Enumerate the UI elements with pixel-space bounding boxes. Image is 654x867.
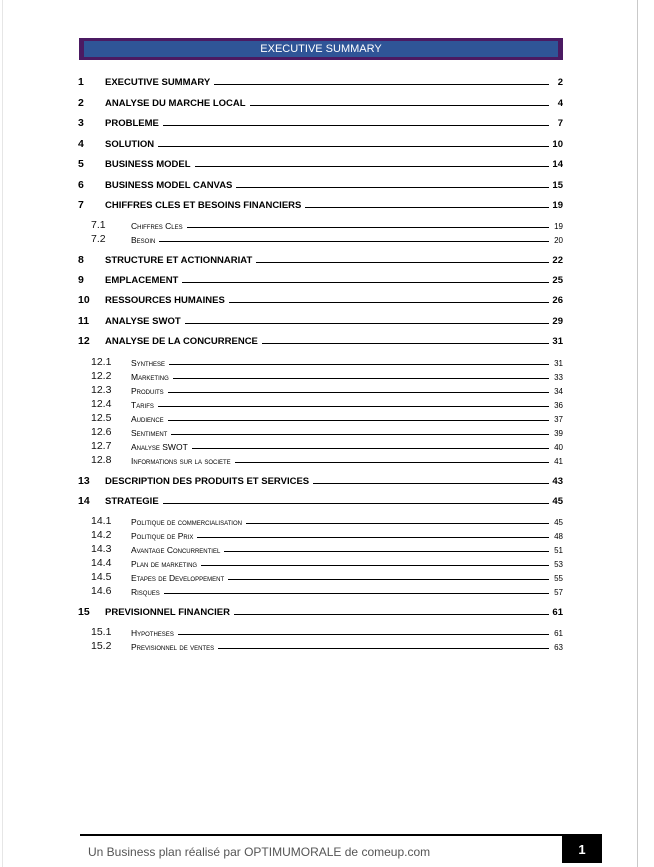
toc-entry[interactable] <box>78 217 563 231</box>
toc-leader-line <box>201 564 549 566</box>
toc-entry-page: 2 <box>557 77 563 88</box>
toc-leader-line <box>173 377 549 379</box>
toc-entry[interactable] <box>78 493 563 507</box>
toc-leader-line <box>235 461 549 463</box>
toc-entry-number: 12.3 <box>91 384 112 396</box>
toc-leader-line <box>164 592 549 594</box>
toc-entry-title: Sentiment <box>131 428 168 438</box>
section-header <box>79 38 563 60</box>
toc-entry-number: 12.8 <box>91 454 112 466</box>
toc-entry-page: 57 <box>554 588 563 597</box>
toc-entry-title: DESCRIPTION DES PRODUITS ET SERVICES <box>105 476 310 487</box>
toc-entry-title: STRUCTURE ET ACTIONNARIAT <box>105 255 253 266</box>
toc-entry[interactable] <box>78 136 563 150</box>
toc-entry[interactable] <box>78 252 563 266</box>
toc-entry-title: Produits <box>131 386 164 396</box>
toc-entry-title: EMPLACEMENT <box>105 275 179 286</box>
toc-entry[interactable] <box>78 583 563 597</box>
page-number: 1 <box>578 842 586 857</box>
toc-entry[interactable] <box>78 513 563 527</box>
toc-leader-line <box>229 301 549 303</box>
toc-entry[interactable] <box>78 604 563 618</box>
toc-leader-line <box>168 419 549 421</box>
toc-leader-line <box>158 405 549 407</box>
toc-leader-line <box>163 502 549 504</box>
toc-entry-number: 12.1 <box>91 356 112 368</box>
toc-entry-title: Risques <box>131 587 160 597</box>
toc-entry-page: 55 <box>554 574 563 583</box>
toc-entry-page: 20 <box>554 236 563 245</box>
toc-entry-title: Informations sur la societe <box>131 456 231 466</box>
toc-entry[interactable] <box>78 156 563 170</box>
toc-leader-line <box>158 145 549 147</box>
toc-entry-title: Etapes de Developpement <box>131 573 225 583</box>
toc-leader-line <box>187 226 549 228</box>
toc-entry-page: 19 <box>554 222 563 231</box>
toc-entry[interactable] <box>78 396 563 410</box>
toc-leader-line <box>195 165 549 167</box>
toc-leader-line <box>182 281 549 283</box>
toc-entry[interactable] <box>78 231 563 245</box>
toc-entry-title: Tarifs <box>131 400 154 410</box>
toc-entry-page: 63 <box>554 643 563 652</box>
toc-leader-line <box>159 240 549 242</box>
toc-entry-page: 61 <box>552 607 563 618</box>
toc-entry-page: 45 <box>552 496 563 507</box>
toc-entry-number: 3 <box>78 117 84 129</box>
toc-leader-line <box>178 633 549 635</box>
toc-entry[interactable] <box>78 555 563 569</box>
toc-entry-page: 43 <box>552 476 563 487</box>
toc-entry-number: 2 <box>78 97 84 109</box>
toc-entry[interactable] <box>78 368 563 382</box>
toc-leader-line <box>192 447 549 449</box>
toc-entry-page: 31 <box>552 336 563 347</box>
toc-entry-number: 12.6 <box>91 426 112 438</box>
toc-entry-number: 10 <box>78 294 90 306</box>
toc-entry[interactable] <box>78 115 563 129</box>
toc-leader-line <box>218 647 549 649</box>
toc-entry-page: 29 <box>552 316 563 327</box>
toc-entry-title: Politique de commercialisation <box>131 517 242 527</box>
toc-leader-line <box>197 536 549 538</box>
toc-entry-number: 7.1 <box>91 219 106 231</box>
toc-entry-title: BUSINESS MODEL <box>105 159 191 170</box>
toc-entry-number: 14.5 <box>91 571 112 583</box>
toc-entry[interactable] <box>78 569 563 583</box>
toc-entry-title: Audience <box>131 414 164 424</box>
toc-entry-page: 31 <box>554 359 563 368</box>
toc-entry[interactable] <box>78 272 563 286</box>
toc-entry-number: 1 <box>78 76 84 88</box>
toc-entry-page: 39 <box>554 429 563 438</box>
toc-entry-number: 14.3 <box>91 543 112 555</box>
toc-entry[interactable] <box>78 313 563 327</box>
toc-entry-page: 22 <box>552 255 563 266</box>
toc-entry[interactable] <box>78 473 563 487</box>
toc-leader-line <box>256 261 549 263</box>
toc-entry-number: 4 <box>78 138 84 150</box>
toc-entry-title: Marketing <box>131 372 169 382</box>
toc-leader-line <box>313 482 549 484</box>
toc-leader-line <box>250 104 549 106</box>
toc-leader-line <box>214 83 549 85</box>
toc-entry-title: Avantage Concurrentiel <box>131 545 221 555</box>
toc-entry-page: 10 <box>552 139 563 150</box>
toc-entry-title: Analyse SWOT <box>131 442 188 452</box>
toc-entry[interactable] <box>78 333 563 347</box>
toc-entry-number: 14.2 <box>91 529 112 541</box>
section-header-title: EXECUTIVE SUMMARY <box>84 41 558 57</box>
toc-entry-title: ANALYSE SWOT <box>105 316 181 327</box>
toc-entry-number: 11 <box>78 315 90 327</box>
toc-entry[interactable] <box>78 452 563 466</box>
toc-entry-page: 37 <box>554 415 563 424</box>
toc-entry-title: PREVISIONNEL FINANCIER <box>105 607 230 618</box>
toc-entry-page: 15 <box>552 180 563 191</box>
toc-leader-line <box>169 363 549 365</box>
page-number-box <box>562 836 602 863</box>
toc-entry-page: 51 <box>554 546 563 555</box>
toc-entry-page: 26 <box>552 295 563 306</box>
toc-entry-title: Politique de Prix <box>131 531 194 541</box>
toc-entry[interactable] <box>78 410 563 424</box>
toc-leader-line <box>185 322 549 324</box>
footer-text: Un Business plan réalisé par OPTIMUMORALE de comeup.com <box>88 845 431 859</box>
toc-entry-number: 12.5 <box>91 412 112 424</box>
toc-entry-title: ANALYSE DU MARCHE LOCAL <box>105 98 246 109</box>
toc-entry[interactable] <box>78 624 563 638</box>
toc-entry[interactable] <box>78 197 563 211</box>
toc-entry-title: SOLUTION <box>105 139 155 150</box>
toc-entry[interactable] <box>78 438 563 452</box>
toc-entry[interactable] <box>78 638 563 652</box>
toc-entry-number: 8 <box>78 254 84 266</box>
toc-entry[interactable] <box>78 95 563 109</box>
toc-entry[interactable] <box>78 527 563 541</box>
page-right-edge <box>637 0 638 867</box>
toc-entry-number: 12.7 <box>91 440 112 452</box>
toc-leader-line <box>234 613 549 615</box>
toc-leader-line <box>171 433 549 435</box>
footer-divider <box>80 834 602 836</box>
toc-entry[interactable] <box>78 177 563 191</box>
toc-entry-page: 53 <box>554 560 563 569</box>
toc-entry-number: 9 <box>78 274 84 286</box>
toc-entry-number: 14.6 <box>91 585 112 597</box>
toc-entry-page: 25 <box>552 275 563 286</box>
toc-entry-title: EXECUTIVE SUMMARY <box>105 77 211 88</box>
toc-entry-number: 6 <box>78 179 84 191</box>
toc-entry-page: 36 <box>554 401 563 410</box>
toc-entry-page: 7 <box>557 118 563 129</box>
toc-entry-page: 14 <box>552 159 563 170</box>
toc-leader-line <box>236 186 549 188</box>
toc-entry-number: 15.1 <box>91 626 112 638</box>
toc-entry-title: CHIFFRES CLES ET BESOINS FINANCIERS <box>105 200 302 211</box>
toc-entry-number: 13 <box>78 475 90 487</box>
toc-entry-page: 34 <box>554 387 563 396</box>
toc-entry-title: Chiffres Cles <box>131 221 183 231</box>
toc-entry-page: 48 <box>554 532 563 541</box>
toc-entry-title: RESSOURCES HUMAINES <box>105 295 225 306</box>
toc-leader-line <box>305 206 549 208</box>
toc-entry-page: 4 <box>557 98 563 109</box>
toc-leader-line <box>246 522 549 524</box>
toc-leader-line <box>163 124 549 126</box>
toc-entry-page: 19 <box>552 200 563 211</box>
toc-entry-title: PROBLEME <box>105 118 159 129</box>
toc-entry-number: 14.4 <box>91 557 112 569</box>
toc-entry-number: 12 <box>78 335 90 347</box>
toc-leader-line <box>228 578 549 580</box>
toc-entry-page: 33 <box>554 373 563 382</box>
toc-entry-title: BUSINESS MODEL CANVAS <box>105 180 233 191</box>
toc-entry[interactable] <box>78 74 563 88</box>
toc-entry[interactable] <box>78 292 563 306</box>
toc-leader-line <box>168 391 549 393</box>
page-left-edge <box>2 0 3 867</box>
toc-entry[interactable] <box>78 354 563 368</box>
toc-entry-title: Synthese <box>131 358 166 368</box>
toc-entry-title: Previsionnel de ventes <box>131 642 215 652</box>
toc-entry[interactable] <box>78 541 563 555</box>
toc-entry[interactable] <box>78 424 563 438</box>
toc-entry-title: ANALYSE DE LA CONCURRENCE <box>105 336 258 347</box>
toc-entry-number: 14.1 <box>91 515 112 527</box>
toc-entry-number: 5 <box>78 158 84 170</box>
toc-leader-line <box>224 550 549 552</box>
toc-leader-line <box>262 342 549 344</box>
toc-entry-number: 7 <box>78 199 84 211</box>
toc-entry-page: 41 <box>554 457 563 466</box>
toc-entry-number: 12.4 <box>91 398 112 410</box>
toc-entry-title: Plan de marketing <box>131 559 198 569</box>
toc-entry-number: 12.2 <box>91 370 112 382</box>
toc-entry-title: Besoin <box>131 235 156 245</box>
toc-entry-number: 14 <box>78 495 90 507</box>
toc-entry-number: 15 <box>78 606 90 618</box>
toc-entry-page: 61 <box>554 629 563 638</box>
toc-entry-page: 40 <box>554 443 563 452</box>
toc-entry-title: Hypotheses <box>131 628 174 638</box>
toc-entry[interactable] <box>78 382 563 396</box>
toc-entry-page: 45 <box>554 518 563 527</box>
toc-entry-number: 7.2 <box>91 233 106 245</box>
toc-entry-number: 15.2 <box>91 640 112 652</box>
toc-entry-title: STRATEGIE <box>105 496 159 507</box>
